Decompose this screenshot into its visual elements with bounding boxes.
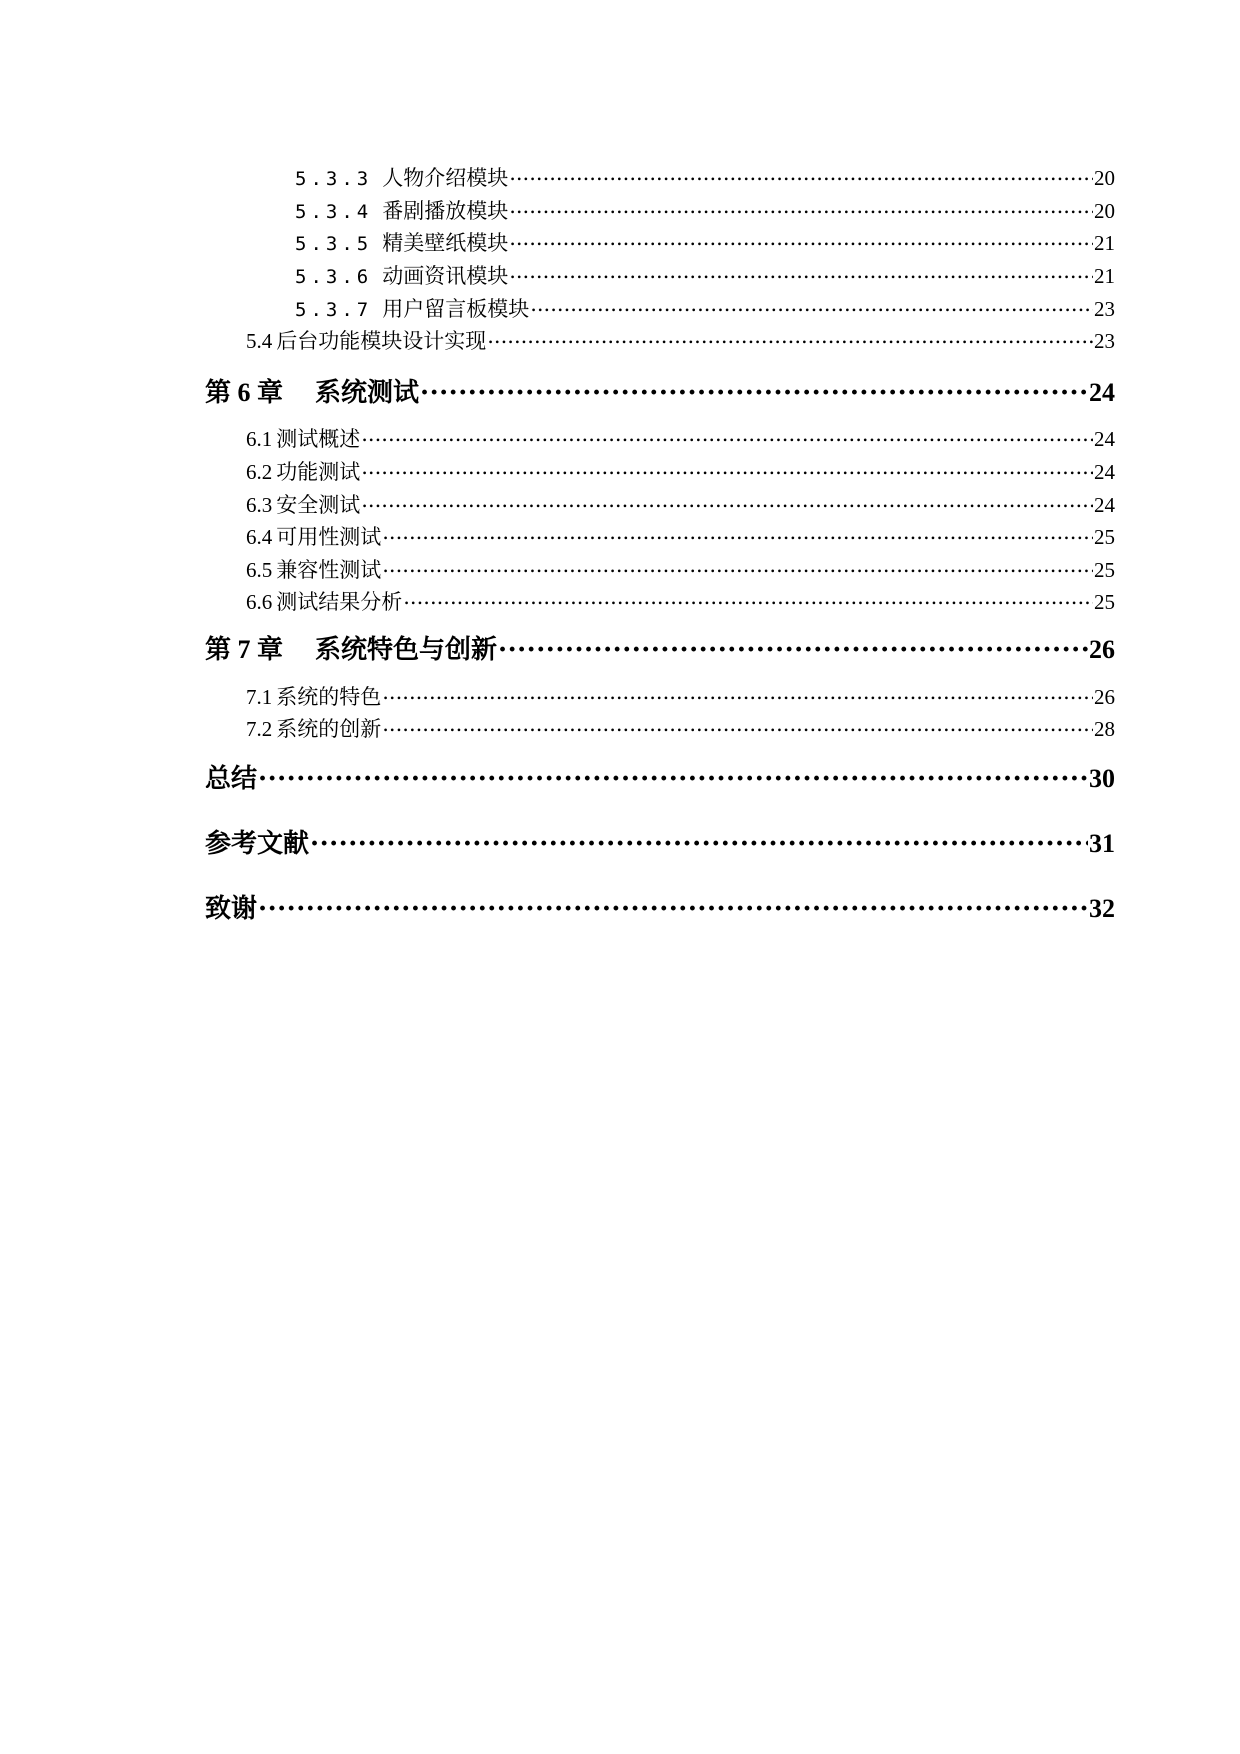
toc-page-number: 31 <box>1089 829 1115 858</box>
toc-page-number: 24 <box>1089 378 1115 407</box>
toc-title: 测试结果分析 <box>276 590 403 614</box>
toc-page-number: 24 <box>1094 427 1115 451</box>
dot-leader <box>509 197 1093 218</box>
toc-page-number: 25 <box>1094 525 1115 549</box>
dot-leader <box>310 826 1088 852</box>
dot-leader <box>382 715 1093 736</box>
toc-entry-5-3-5[interactable] <box>295 227 1115 257</box>
toc-title: 参考文献 <box>205 829 310 859</box>
toc-page-number: 20 <box>1094 166 1115 190</box>
toc-title: 番剧播放模块 <box>382 199 509 223</box>
toc-title: 测试概述 <box>276 427 361 451</box>
toc-number: 6.2 <box>246 460 273 484</box>
toc-title: 可用性测试 <box>276 525 382 549</box>
toc-entry-chapter-6[interactable] <box>205 372 1115 409</box>
toc-title: 人物介绍模块 <box>382 166 509 190</box>
toc-entry-5-3-3[interactable] <box>295 162 1115 192</box>
toc-number: 6.5 <box>246 558 273 582</box>
dot-leader <box>403 588 1093 609</box>
toc-entry-references[interactable] <box>205 823 1115 860</box>
dot-leader <box>258 761 1088 787</box>
toc-title: 总结 <box>205 764 258 794</box>
toc-title: 系统特色与创新 <box>315 635 498 665</box>
toc-entry-6-5[interactable] <box>246 554 1115 584</box>
toc-title: 致谢 <box>205 894 258 924</box>
toc-number: 6.3 <box>246 493 273 517</box>
toc-entry-5-3-7[interactable] <box>295 293 1115 323</box>
toc-number: 6.6 <box>246 590 273 614</box>
toc-entry-summary[interactable] <box>205 758 1115 795</box>
toc-number: 7.1 <box>246 685 273 709</box>
toc-page-number: 23 <box>1094 297 1115 321</box>
toc-title: 动画资讯模块 <box>382 264 509 288</box>
toc-number: 5.3.4 <box>295 201 373 223</box>
toc-title: 系统测试 <box>315 378 420 408</box>
toc-entry-5-3-4[interactable] <box>295 195 1115 225</box>
toc-page-number: 32 <box>1089 894 1115 923</box>
toc-title: 功能测试 <box>276 460 361 484</box>
toc-entry-7-2[interactable] <box>246 713 1115 743</box>
dot-leader <box>361 458 1093 479</box>
toc-title: 系统的特色 <box>276 685 382 709</box>
dot-leader <box>498 632 1088 658</box>
toc-page-number: 24 <box>1094 460 1115 484</box>
toc-entry-5-3-6[interactable] <box>295 260 1115 290</box>
toc-number: 7.2 <box>246 717 273 741</box>
toc-page-number: 25 <box>1094 590 1115 614</box>
dot-leader <box>530 295 1093 316</box>
dot-leader <box>509 229 1093 250</box>
dot-leader <box>361 425 1093 446</box>
toc-number: 5.3.5 <box>295 233 373 255</box>
toc-page-number: 30 <box>1089 764 1115 793</box>
toc-number: 5.3.7 <box>295 299 373 321</box>
toc-page-number: 24 <box>1094 493 1115 517</box>
toc-entry-acknowledgements[interactable] <box>205 888 1115 925</box>
toc-entry-6-4[interactable] <box>246 521 1115 551</box>
toc-page-number: 28 <box>1094 717 1115 741</box>
toc-title: 精美壁纸模块 <box>382 231 509 255</box>
dot-leader <box>258 891 1088 917</box>
toc-chapter-number: 第 6 章 <box>205 378 284 407</box>
toc-entry-6-6[interactable] <box>246 586 1115 616</box>
toc-page-number: 21 <box>1094 264 1115 288</box>
toc-entry-5-4[interactable] <box>246 325 1115 355</box>
toc-page-number: 21 <box>1094 231 1115 255</box>
toc-title: 用户留言板模块 <box>382 297 530 321</box>
toc-title: 安全测试 <box>276 493 361 517</box>
toc-page-number: 23 <box>1094 329 1115 353</box>
dot-leader <box>382 556 1093 577</box>
dot-leader <box>361 491 1093 512</box>
toc-chapter-number: 第 7 章 <box>205 635 284 664</box>
toc-number: 6.1 <box>246 427 273 451</box>
dot-leader <box>487 327 1093 348</box>
toc-entry-chapter-7[interactable] <box>205 629 1115 666</box>
toc-page-number: 20 <box>1094 199 1115 223</box>
toc-title: 后台功能模块设计实现 <box>276 329 487 353</box>
toc-title: 系统的创新 <box>276 717 382 741</box>
toc-page-number: 26 <box>1089 635 1115 664</box>
toc-number: 5.3.6 <box>295 266 373 288</box>
dot-leader <box>382 683 1093 704</box>
dot-leader <box>509 164 1093 185</box>
toc-number: 6.4 <box>246 525 273 549</box>
dot-leader <box>420 375 1088 401</box>
toc-entry-6-2[interactable] <box>246 456 1115 486</box>
toc-number: 5.4 <box>246 329 273 353</box>
dot-leader <box>382 523 1093 544</box>
toc-entry-6-3[interactable] <box>246 489 1115 519</box>
toc-page-number: 26 <box>1094 685 1115 709</box>
toc-title: 兼容性测试 <box>276 558 382 582</box>
dot-leader <box>509 262 1093 283</box>
toc-entry-7-1[interactable] <box>246 681 1115 711</box>
toc-entry-6-1[interactable] <box>246 423 1115 453</box>
toc-page-number: 25 <box>1094 558 1115 582</box>
toc-number: 5.3.3 <box>295 168 373 190</box>
